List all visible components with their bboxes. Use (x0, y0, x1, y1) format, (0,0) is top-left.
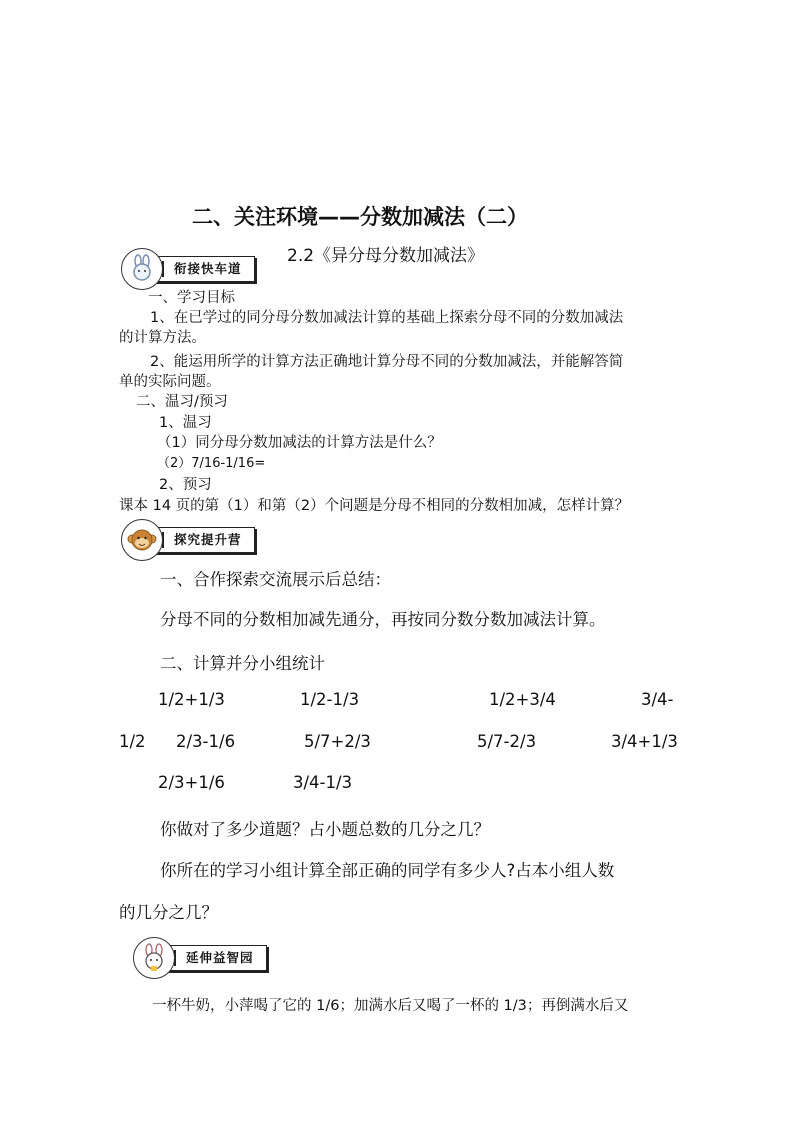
lesson-subtitle: 2.2《异分母分数加减法》 (287, 246, 485, 266)
goal-text: 1、在已学过的同分母分数加减法计算的基础上探索分母不同的分数加减法 (150, 310, 624, 326)
explore-heading: 一、合作探索交流展示后总结： (160, 570, 391, 589)
page-title: 二、关注环境——分数加减法（二） (192, 205, 528, 229)
summary-text: 分母不同的分数相加减先通分，再按同分数分数加减法计算。 (160, 610, 606, 629)
exercise-item: 1/2+1/3 (158, 690, 225, 709)
exercise-item: 3/4+1/3 (611, 732, 678, 751)
banner-label: 探究提升营 (155, 527, 255, 553)
banner-explore (121, 519, 255, 561)
question-text: 的几分之几？ (119, 903, 218, 922)
review-label: 1、温习 (159, 415, 212, 431)
banner-label: 延伸益智园 (167, 945, 267, 971)
goal-text: 单的实际问题。 (119, 374, 221, 390)
exercise-item: 2/3-1/6 (176, 732, 236, 751)
exercise-item: 5/7-2/3 (477, 732, 537, 751)
exercise-item: 2/3+1/6 (158, 773, 225, 792)
exercise-item: 1/2-1/3 (300, 690, 360, 709)
question-text: （2）7/16-1/16= (157, 456, 266, 471)
question-text: 你所在的学习小组计算全部正确的同学有多少人?占本小组人数 (160, 861, 615, 880)
question-text: （1）同分母分数加减法的计算方法是什么？ (157, 435, 442, 451)
bunny-avatar-icon (133, 937, 175, 979)
preview-label: 2、预习 (159, 477, 212, 493)
banner-extend (133, 937, 267, 979)
exercise-item: 5/7+2/3 (304, 732, 371, 751)
exercise-item: 3/4- (641, 690, 674, 709)
section-heading: 二、温习/预习 (136, 394, 228, 410)
banner-bridge (121, 248, 255, 290)
explore-heading: 二、计算并分小组统计 (160, 654, 325, 673)
rabbit-avatar-icon (121, 248, 163, 290)
exercise-item: 3/4-1/3 (293, 773, 353, 792)
banner-label: 衔接快车道 (155, 256, 255, 282)
exercise-item: 1/2+3/4 (489, 690, 556, 709)
problem-text: 一杯牛奶，小萍喝了它的 1/6；加满水后又喝了一杯的 1/3；再倒满水后又 (152, 998, 629, 1014)
goal-text: 的计算方法。 (119, 330, 206, 346)
preview-text: 课本 14 页的第（1）和第（2）个问题是分母不相同的分数相加减，怎样计算？ (119, 498, 630, 514)
goal-text: 2、能运用所学的计算方法正确地计算分母不同的分数加减法，并能解答简 (150, 354, 624, 370)
question-text: 你做对了多少道题？占小题总数的几分之几？ (160, 820, 490, 839)
section-heading: 一、学习目标 (148, 290, 235, 306)
monkey-avatar-icon (121, 519, 163, 561)
exercise-item: 1/2 (119, 732, 146, 751)
